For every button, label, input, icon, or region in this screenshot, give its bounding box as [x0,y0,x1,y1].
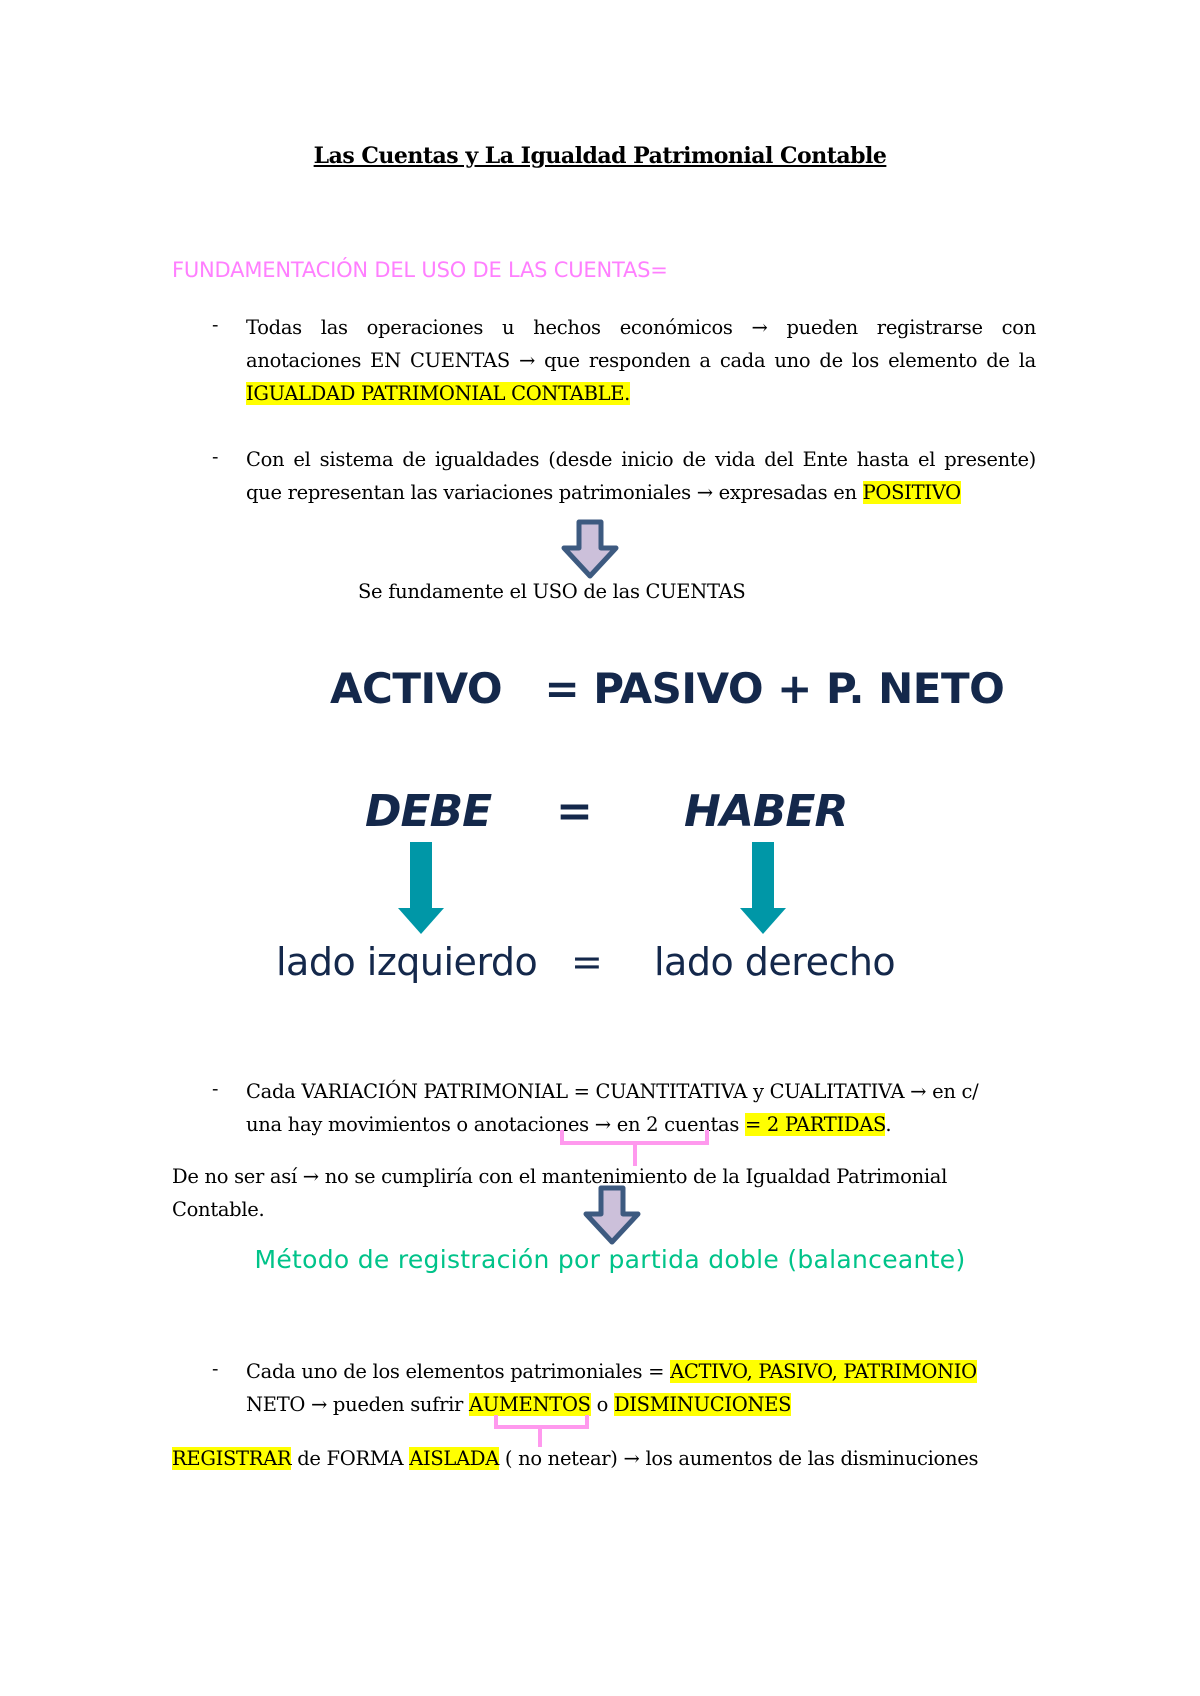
label-lado-derecho: lado derecho [654,940,896,984]
period: . [885,1113,892,1136]
highlight-registrar: REGISTRAR [172,1447,292,1470]
bullet-marker: - [212,1358,219,1380]
paragraph-1-line-1: De no ser así → no se cumpliría con el mantenimiento de la Igualdad Patrimonial [172,1165,948,1188]
bullet-2-text [246,443,1036,509]
highlight-aumentos: AUMENTOS [468,1393,591,1416]
equals-sign: = [556,786,592,837]
highlight-2-partidas: = 2 PARTIDAS [744,1113,886,1136]
bullet-2-body: Con el sistema de igualdades (desde inicio de vida del Ente hasta el presente) que representan las variaciones patrimoniales → expresadas en [246,448,1036,504]
bullet-4-line-1 [246,1355,977,1388]
method-heading: Método de registración por partida doble (balanceante) [254,1245,966,1274]
block-arrow-down-icon [582,1186,642,1246]
equals-sign: = [571,940,603,984]
paragraph-2-text-1: de FORMA [291,1447,410,1470]
bullet-3-line-1: Cada VARIACIÓN PATRIMONIAL = CUANTITATIVA y CUALITATIVA → en c/ [246,1080,979,1103]
bullet-3-body: una hay movimientos o anotaciones → en 2 cuentas [246,1113,745,1136]
bullet-marker: - [212,1078,219,1100]
block-arrow-down-icon [560,520,620,580]
bullet-1-body: Todas las operaciones u hechos económicos → pueden registrarse con anotaciones EN CUENTAS → que responden a cada uno de los elemento de la [246,316,1036,372]
highlight-positivo: POSITIVO [862,481,961,504]
section-heading: FUNDAMENTACIÓN DEL USO DE LAS CUENTAS= [172,258,668,282]
highlight-igualdad: IGUALDAD PATRIMONIAL CONTABLE. [246,382,631,405]
bullet-4-body-2: NETO → pueden sufrir [246,1393,469,1416]
bullet-marker: - [212,446,219,468]
bullet-1-text [246,311,1036,410]
bullet-4-body: Cada uno de los elementos patrimoniales = [246,1360,671,1383]
caption-uso-cuentas: Se fundamente el USO de las CUENTAS [358,580,746,603]
highlight-aislada: AISLADA [409,1447,499,1470]
document-title: Las Cuentas y La Igualdad Patrimonial Contable [313,143,887,169]
bullet-marker: - [212,314,219,336]
highlight-disminuciones: DISMINUCIONES [613,1393,792,1416]
label-lado-izquierdo: lado izquierdo [276,940,538,984]
arrow-down-icon [398,842,444,934]
paragraph-2-text-2: ( no netear) → los aumentos de las disminuciones [498,1447,979,1470]
paragraph-1-line-2: Contable. [172,1198,265,1221]
arrow-down-icon [740,842,786,934]
equation-activo-pasivo: ACTIVO = PASIVO + P. NETO [330,664,1005,713]
paragraph-2 [172,1442,978,1475]
label-haber: HABER [684,786,848,837]
label-debe: DEBE [365,786,492,837]
connector-o: o [590,1393,614,1416]
highlight-elementos: ACTIVO, PASIVO, PATRIMONIO [670,1360,977,1383]
